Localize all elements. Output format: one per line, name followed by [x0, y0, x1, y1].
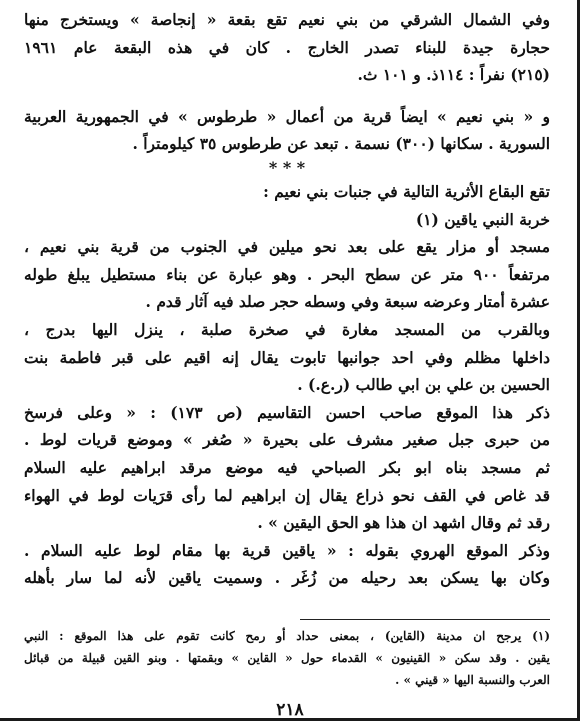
- text-line: مرتفعاً ٩٠٠ متر عن سطح البحر . وهو عبارة عن بناء مستطيل يبلغ طوله: [24, 264, 550, 284]
- footnote-divider: [300, 619, 550, 620]
- section-heading: خربة النبي ياقين (١): [415, 209, 550, 229]
- text-line: (٢١٥) نفراً : ١١٤ذ. و ١٠١ ث.: [357, 65, 550, 85]
- footnote-line: يقين . وقد سكن « القينيون » القدماء حول « القاين » وبقمتها . وبنو القين قبيلة من قبائل: [24, 651, 550, 665]
- footnote-line: (١) يرجح ان مدينة (القاين) ، بمعنى حداد أو رمح كانت تقوم على هذا الموقع : النبي: [24, 629, 550, 643]
- text-line: و « بني نعيم » ايضاً قرية من أعمال « طرطوس » في الجمهورية العربية: [24, 106, 550, 126]
- text-line: قد غاص في القف نحو ذراع يقال إن ابراهيم لما رأى قرَيات لوط في الهواء: [24, 485, 550, 505]
- page-number: ٢١٨: [276, 700, 304, 720]
- text-line: السورية . سكانها (٣٠٠) نسمة . تبعد عن طرطوس ٣٥ كيلومتراً .: [132, 134, 550, 154]
- text-line: وفي الشمال الشرقي من بني نعيم تقع بقعة « إنجاصة » ويستخرج منها: [24, 10, 550, 29]
- footnote: [24, 625, 550, 691]
- text-line: ذكر هذا الموقع صاحب احسن التقاسيم (ص ١٧٣) : « وعلى فرسخ: [24, 402, 550, 422]
- section-separator: * * *: [268, 157, 306, 177]
- main-text: [24, 6, 550, 592]
- text-line: الحسين بن علي بن ابي طالب (ر.ع.) .: [297, 375, 550, 395]
- text-line: حجارة جيدة للبناء تصدر الخارج . كان في هذه البقعة عام ١٩٦١: [24, 37, 550, 57]
- text-line: تقع البقاع الأثرية التالية في جنبات بني نعيم :: [263, 181, 550, 201]
- text-line: رقد ثم وقال اشهد ان هذا هو الحق اليقين » .: [257, 513, 550, 533]
- footnote-line: العرب والنسبة اليها « قيني » .: [395, 673, 550, 687]
- text-line: عشرة أمتار وعرضه سبعة وفي وسطه حجر صلد فيه آثار قدم .: [145, 292, 550, 312]
- text-line: داخلها مظلم وفي احد جوانبها تابوت يقال إنه اقيم على قبر فاطمة بنت: [24, 347, 550, 367]
- text-line: من حبرى جبل صغير مشرف على بحيرة « صُغر » وموضع قريات لوط .: [24, 430, 550, 450]
- text-line: وكان بها يسكن بعد رحيله من زُغَر . وسميت ياقين لأنه لما سار بأهله: [24, 568, 550, 588]
- text-line: وبالقرب من المسجد مغارة في صخرة صلبة ، ينزل اليها بدرج ،: [24, 319, 550, 339]
- text-line: ثم مسجد بناه ابو بكر الصباحي فيه موضع مرقد ابراهيم عليه السلام: [24, 457, 550, 477]
- text-line: مسجد أو مزار يقع على بعد نحو ميلين في الجنوب من قرية بني نعيم ،: [24, 237, 550, 257]
- text-line: وذكر الموقع الهروي بقوله : « ياقين قرية بها مقام لوط عليه السلام .: [24, 540, 550, 560]
